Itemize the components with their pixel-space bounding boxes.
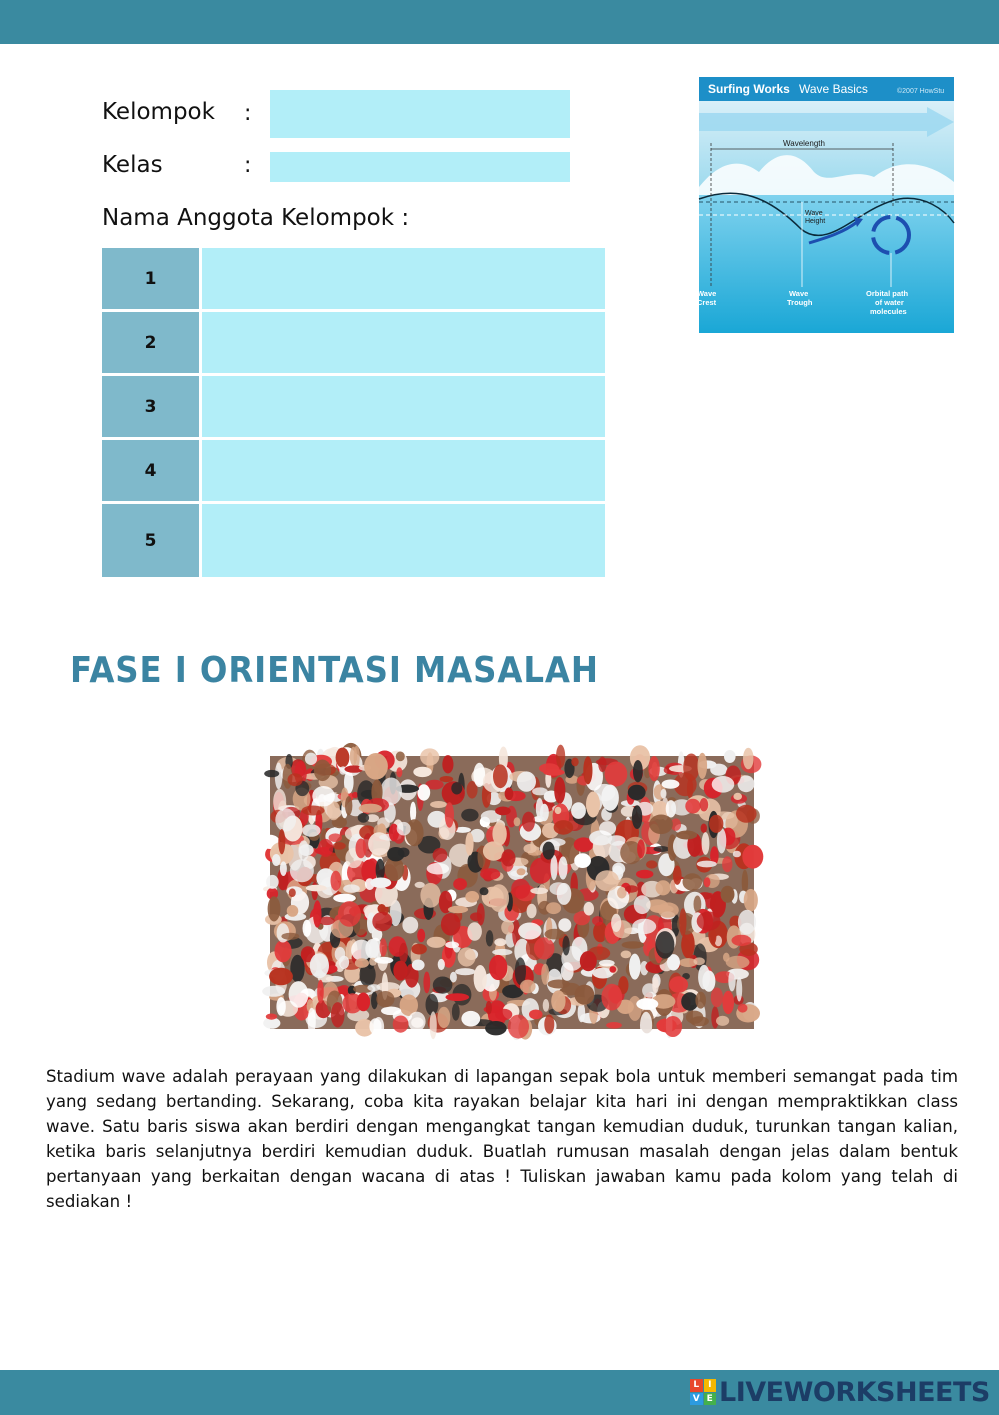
crowd-figure: [313, 900, 321, 927]
crowd-figure: [446, 993, 470, 1001]
crowd-figure: [470, 912, 482, 921]
crowd-figure: [359, 804, 382, 813]
crowd-figure: [381, 1007, 401, 1016]
crowd-image: [270, 756, 754, 1029]
crowd-figure: [501, 920, 514, 935]
crowd-figure: [442, 755, 453, 773]
crowd-figure: [451, 782, 462, 794]
crowd-figure: [743, 748, 754, 770]
crowd-figure: [661, 789, 667, 799]
crowd-figure: [480, 868, 500, 880]
crowd-figure: [440, 776, 454, 782]
crowd-figure: [601, 984, 622, 1011]
crowd-figure: [601, 785, 619, 811]
crowd-figure: [380, 938, 387, 956]
crowd-figure: [336, 748, 350, 768]
crowd-figure: [562, 936, 569, 956]
crowd-figure: [716, 1016, 729, 1026]
crowd-figure: [372, 912, 392, 932]
crowd-figure: [548, 980, 570, 989]
brand-name: LIVEWORKSHEETS: [719, 1376, 990, 1408]
instruction-paragraph: Stadium wave adalah perayaan yang dilakukan di lapangan sepak bola untuk memberi semangat pada tim yang sedang bertanding. Sekarang, coba kita rayakan belajar kita hari ini dengan mempraktikkan class wave. Satu baris siswa akan berdiri dengan mengangkat tangan kemudian duduk, turunkan tangan kalian, ketika baris selanjutnya berdiri kemudian duduk. Buatlah rumusan masalah dengan jelas dalam bentuk pertanyaan yang berkaitan dengan wacana di atas ! Tuliskan jawaban kamu pada kolom yang telah di sediakan !: [46, 1067, 958, 1211]
crowd-figure: [704, 877, 711, 887]
direction-arrow: [699, 107, 954, 137]
crowd-figure: [522, 812, 535, 832]
crowd-figure: [448, 906, 468, 913]
crowd-figure: [557, 883, 572, 905]
crowd-figure: [356, 839, 367, 859]
crowd-figure: [662, 780, 680, 789]
member-row-1: [102, 248, 605, 309]
group-input[interactable]: [270, 90, 570, 138]
crowd-figure: [685, 799, 700, 814]
crowd-figure: [634, 895, 651, 914]
crowd-figure: [712, 776, 735, 793]
logo-letter: V: [690, 1393, 703, 1406]
crowd-figure: [370, 878, 391, 888]
crowd-figure: [694, 896, 702, 913]
crowd-figure: [427, 863, 449, 875]
crowd-figure: [489, 884, 509, 912]
crowd-figure: [438, 959, 445, 970]
crowd-figure: [711, 988, 723, 1008]
crowd-figure: [417, 784, 430, 800]
crowd-figure: [722, 991, 734, 1015]
stadium-crowd-photo: [270, 756, 754, 1029]
crowd-figure: [580, 951, 597, 971]
member-name-input[interactable]: [202, 312, 605, 373]
member-number: 5: [102, 504, 199, 577]
member-row-2: [102, 312, 605, 373]
crowd-figure: [387, 847, 404, 861]
crowd-figure: [628, 785, 646, 800]
section-title: FASE I ORIENTASI MASALAH: [70, 650, 599, 691]
crowd-figure: [433, 848, 448, 862]
crowd-figure: [636, 870, 653, 879]
crowd-figure: [592, 916, 603, 926]
crowd-figure: [461, 1011, 480, 1027]
crowd-figure: [338, 901, 361, 927]
crowd-figure: [445, 942, 459, 949]
crowd-figure: [728, 970, 735, 992]
crowd-figure: [333, 894, 356, 903]
crowd-figure: [551, 990, 565, 1012]
orbital-label-1: Orbital path: [866, 289, 909, 298]
crowd-figure: [367, 984, 380, 991]
crowd-figure: [408, 1012, 426, 1032]
member-row-3: [102, 376, 605, 437]
crowd-figure: [483, 841, 504, 860]
crowd-figure: [308, 1008, 316, 1035]
members-label: Nama Anggota Kelompok :: [102, 205, 410, 231]
liveworksheets-logo-icon: [690, 1379, 716, 1405]
crowd-figure: [266, 875, 279, 889]
crowd-figure: [317, 980, 324, 1004]
crowd-figure: [724, 750, 736, 763]
group-colon: :: [244, 101, 252, 126]
wavelength-label: Wavelength: [783, 139, 825, 148]
trough-label-2: Trough: [787, 298, 813, 307]
crowd-figure: [331, 871, 342, 891]
crowd-figure: [423, 972, 430, 994]
crowd-figure: [683, 754, 699, 782]
crowd-figure: [541, 964, 549, 985]
crowd-figure: [474, 965, 487, 992]
crowd-figure: [546, 902, 561, 914]
crowd-figure: [343, 884, 360, 892]
diagram-title-bold: Surfing Works: [708, 82, 790, 96]
crowd-figure: [402, 917, 418, 934]
crowd-figure: [679, 908, 686, 936]
crowd-figure: [736, 805, 757, 823]
crowd-figure: [314, 760, 331, 782]
member-row-4: [102, 440, 605, 501]
crowd-figure: [637, 839, 645, 858]
crowd-figure: [656, 880, 671, 895]
crowd-figure: [430, 1011, 437, 1039]
crowd-figure: [605, 762, 628, 787]
member-number: 4: [102, 440, 199, 501]
crowd-figure: [430, 801, 447, 808]
crowd-figure: [452, 1003, 460, 1021]
orbital-label-2: of water: [875, 298, 904, 307]
crowd-figure: [545, 929, 565, 940]
crowd-figure: [723, 953, 730, 962]
crowd-figure: [465, 891, 479, 903]
crowd-figure: [458, 947, 476, 966]
crowd-figure: [710, 930, 716, 944]
crowd-figure: [505, 787, 514, 800]
crowd-figure: [485, 1021, 507, 1035]
crowd-figure: [455, 968, 475, 975]
crowd-figure: [345, 796, 352, 815]
crowd-figure: [289, 981, 309, 1008]
crowd-figure: [281, 933, 299, 940]
crowd-figure: [733, 851, 741, 858]
logo-letter: E: [704, 1393, 717, 1406]
crowd-figure: [412, 960, 425, 971]
crowd-figure: [417, 929, 425, 942]
crowd-figure: [697, 912, 721, 931]
crowd-figure: [302, 824, 320, 837]
crowd-figure: [486, 930, 494, 946]
wave-foam: [699, 155, 954, 197]
crowd-figure: [632, 919, 656, 934]
crowd-figure: [721, 886, 735, 903]
crowd-figure: [426, 994, 439, 1016]
crowd-figure: [264, 770, 279, 777]
crowd-figure: [303, 920, 312, 937]
crowd-figure: [272, 854, 281, 866]
crowd-figure: [632, 805, 642, 829]
crowd-figure: [397, 822, 411, 836]
crowd-figure: [420, 748, 439, 765]
crowd-figure: [697, 861, 717, 868]
crowd-figure: [543, 842, 555, 860]
trough-label-1: Wave: [789, 289, 809, 298]
crowd-figure: [465, 832, 473, 855]
crowd-figure: [629, 954, 641, 980]
wave-height-label-2: Height: [805, 218, 826, 225]
crowd-figure: [652, 977, 659, 993]
crowd-figure: [393, 961, 407, 981]
crowd-figure: [676, 831, 697, 840]
crowd-figure: [608, 835, 626, 846]
crowd-figure: [517, 868, 526, 875]
crowd-figure: [636, 998, 658, 1010]
crowd-figure: [376, 991, 394, 1007]
crowd-figure: [698, 753, 708, 779]
crowd-figure: [331, 1002, 345, 1027]
crowd-figure: [289, 888, 296, 897]
crowd-figure: [445, 802, 454, 828]
crowd-figure: [529, 1010, 543, 1020]
crowd-figure: [738, 910, 756, 935]
liveworksheets-brand[interactable]: [690, 1375, 990, 1409]
wave-diagram-svg: [699, 77, 954, 333]
crowd-figure: [453, 878, 467, 890]
crowd-figure: [524, 844, 537, 853]
crowd-figure: [399, 943, 408, 963]
crowd-figure: [278, 829, 285, 854]
orbital-label-3: molecules: [870, 307, 907, 316]
crowd-figure: [298, 840, 309, 861]
crowd-figure: [275, 808, 296, 831]
wave-height-label-1: Wave: [805, 210, 823, 217]
crowd-figure: [262, 986, 285, 997]
crowd-figure: [396, 767, 402, 777]
crowd-figure: [649, 815, 673, 835]
crowd-figure: [738, 1004, 748, 1013]
crowd-figure: [495, 1009, 512, 1021]
crowd-figure: [339, 956, 349, 969]
crest-label-1: Wave: [697, 289, 717, 298]
crowd-figure: [268, 896, 281, 921]
crowd-figure: [302, 806, 325, 816]
member-row-5: [102, 504, 605, 577]
crowd-figure: [611, 914, 621, 932]
crowd-figure: [514, 817, 521, 826]
crowd-figure: [744, 889, 758, 912]
crowd-figure: [586, 792, 600, 818]
crowd-figure: [365, 939, 379, 959]
crowd-figure: [287, 905, 299, 917]
member-name-input[interactable]: [202, 504, 605, 577]
crowd-figure: [310, 953, 329, 978]
crowd-figure: [427, 937, 446, 948]
crowd-figure: [493, 764, 508, 788]
crowd-figure: [411, 944, 427, 955]
crowd-figure: [654, 846, 670, 852]
crowd-figure: [489, 955, 507, 980]
crowd-figure: [358, 813, 369, 823]
crowd-figure: [527, 904, 537, 919]
sea-body: [699, 195, 954, 333]
crowd-figure: [329, 833, 342, 842]
crowd-figure: [520, 980, 536, 994]
crowd-figure: [486, 1001, 492, 1015]
crowd-figure: [518, 923, 541, 940]
crowd-figure: [664, 1016, 682, 1037]
crowd-figure: [461, 809, 478, 822]
crowd-figure: [686, 1011, 703, 1024]
crowd-figure: [333, 842, 346, 850]
crowd-figure: [561, 962, 574, 981]
group-label: Kelompok: [102, 99, 215, 125]
crowd-figure: [554, 820, 574, 835]
crowd-figure: [393, 1016, 409, 1033]
member-number: 1: [102, 248, 199, 309]
crowd-figure: [275, 940, 292, 962]
crowd-figure: [501, 849, 515, 866]
crowd-figure: [328, 965, 338, 973]
crowd-figure: [433, 977, 453, 994]
class-colon: :: [244, 153, 252, 178]
crowd-figure: [369, 1018, 381, 1034]
crowd-figure: [544, 1015, 554, 1034]
crowd-figure: [376, 859, 385, 881]
crowd-figure: [290, 859, 314, 882]
crowd-figure: [694, 957, 705, 965]
crowd-figure: [733, 793, 742, 800]
crowd-figure: [350, 747, 357, 766]
crowd-figure: [683, 873, 703, 890]
crowd-figure: [280, 861, 287, 876]
crowd-figure: [556, 745, 565, 768]
crowd-figure: [511, 879, 530, 899]
crowd-figure: [539, 763, 559, 773]
crowd-figure: [595, 870, 619, 891]
class-input[interactable]: [270, 152, 570, 182]
crowd-figure: [658, 902, 679, 917]
member-name-input[interactable]: [202, 248, 605, 309]
crowd-figure: [536, 798, 544, 819]
crowd-figure: [441, 913, 461, 936]
class-label: Kelas: [102, 152, 163, 178]
crowd-figure: [700, 798, 709, 811]
crowd-figure: [266, 1014, 277, 1020]
crowd-figure: [492, 949, 512, 955]
crowd-figure: [495, 807, 511, 816]
logo-letter: I: [704, 1379, 717, 1392]
member-name-input[interactable]: [202, 440, 605, 501]
crowd-figure: [480, 887, 489, 895]
crowd-figure: [633, 760, 643, 782]
crowd-figure: [599, 821, 616, 835]
member-number: 3: [102, 376, 199, 437]
crowd-figure: [583, 756, 592, 784]
crowd-figure: [622, 941, 644, 948]
crowd-figure: [438, 1007, 451, 1028]
crowd-figure: [598, 757, 606, 772]
crowd-figure: [669, 976, 688, 993]
crowd-figure: [695, 992, 706, 1009]
crowd-figure: [530, 888, 548, 895]
crowd-figure: [625, 885, 638, 892]
logo-letter: L: [690, 1379, 703, 1392]
crowd-figure: [534, 937, 555, 959]
crowd-figure: [269, 968, 293, 986]
crest-label-2: Crest: [697, 298, 717, 307]
crowd-figure: [709, 815, 723, 833]
crowd-figure: [609, 966, 616, 973]
crowd-figure: [467, 922, 482, 941]
crowd-figure: [648, 756, 659, 781]
crowd-figure: [508, 1015, 529, 1039]
crowd-figure: [312, 786, 335, 806]
crowd-figure: [306, 885, 327, 892]
crowd-figure: [396, 752, 405, 762]
crowd-figure: [655, 931, 674, 959]
crowd-figure: [701, 824, 707, 833]
crowd-figure: [420, 883, 440, 908]
crowd-figure: [571, 802, 586, 819]
crowd-figure: [673, 866, 682, 885]
top-banner: [0, 0, 999, 44]
diagram-title-rest: Wave Basics: [799, 82, 868, 96]
crowd-figure: [374, 957, 393, 964]
member-number: 2: [102, 312, 199, 373]
crowd-figure: [702, 832, 710, 855]
crowd-figure: [698, 965, 710, 990]
crowd-figure: [571, 758, 578, 767]
crowd-figure: [584, 902, 594, 916]
crowd-figure: [357, 993, 370, 1012]
crowd-figure: [554, 777, 565, 804]
crowd-figure: [550, 855, 557, 880]
crowd-figure: [318, 839, 333, 857]
member-name-input[interactable]: [202, 376, 605, 437]
crowd-figure: [606, 1022, 622, 1029]
crowd-figure: [494, 938, 506, 946]
crowd-figure: [413, 767, 431, 777]
crowd-figure: [305, 753, 317, 765]
crowd-figure: [575, 985, 595, 1005]
crowd-figure: [517, 771, 536, 791]
crowd-figure: [532, 787, 548, 795]
crowd-figure: [640, 1012, 652, 1039]
crowd-figure: [276, 997, 285, 1016]
crowd-figure: [736, 977, 742, 1001]
crowd-figure: [574, 853, 591, 868]
crowd-figure: [646, 860, 657, 868]
crowd-figure: [722, 856, 732, 872]
crowd-figure: [558, 856, 567, 879]
crowd-figure: [355, 958, 369, 968]
crowd-figure: [732, 935, 752, 946]
crowd-figure: [288, 773, 303, 786]
crowd-figure: [543, 999, 549, 1012]
crowd-figure: [621, 951, 632, 959]
crowd-figure: [364, 753, 388, 780]
crowd-figure: [599, 960, 615, 967]
wave-basics-diagram: [699, 77, 954, 333]
crowd-figure: [555, 807, 562, 814]
crowd-figure: [742, 845, 763, 869]
diagram-copyright: ©2007 HowStu: [897, 88, 945, 95]
